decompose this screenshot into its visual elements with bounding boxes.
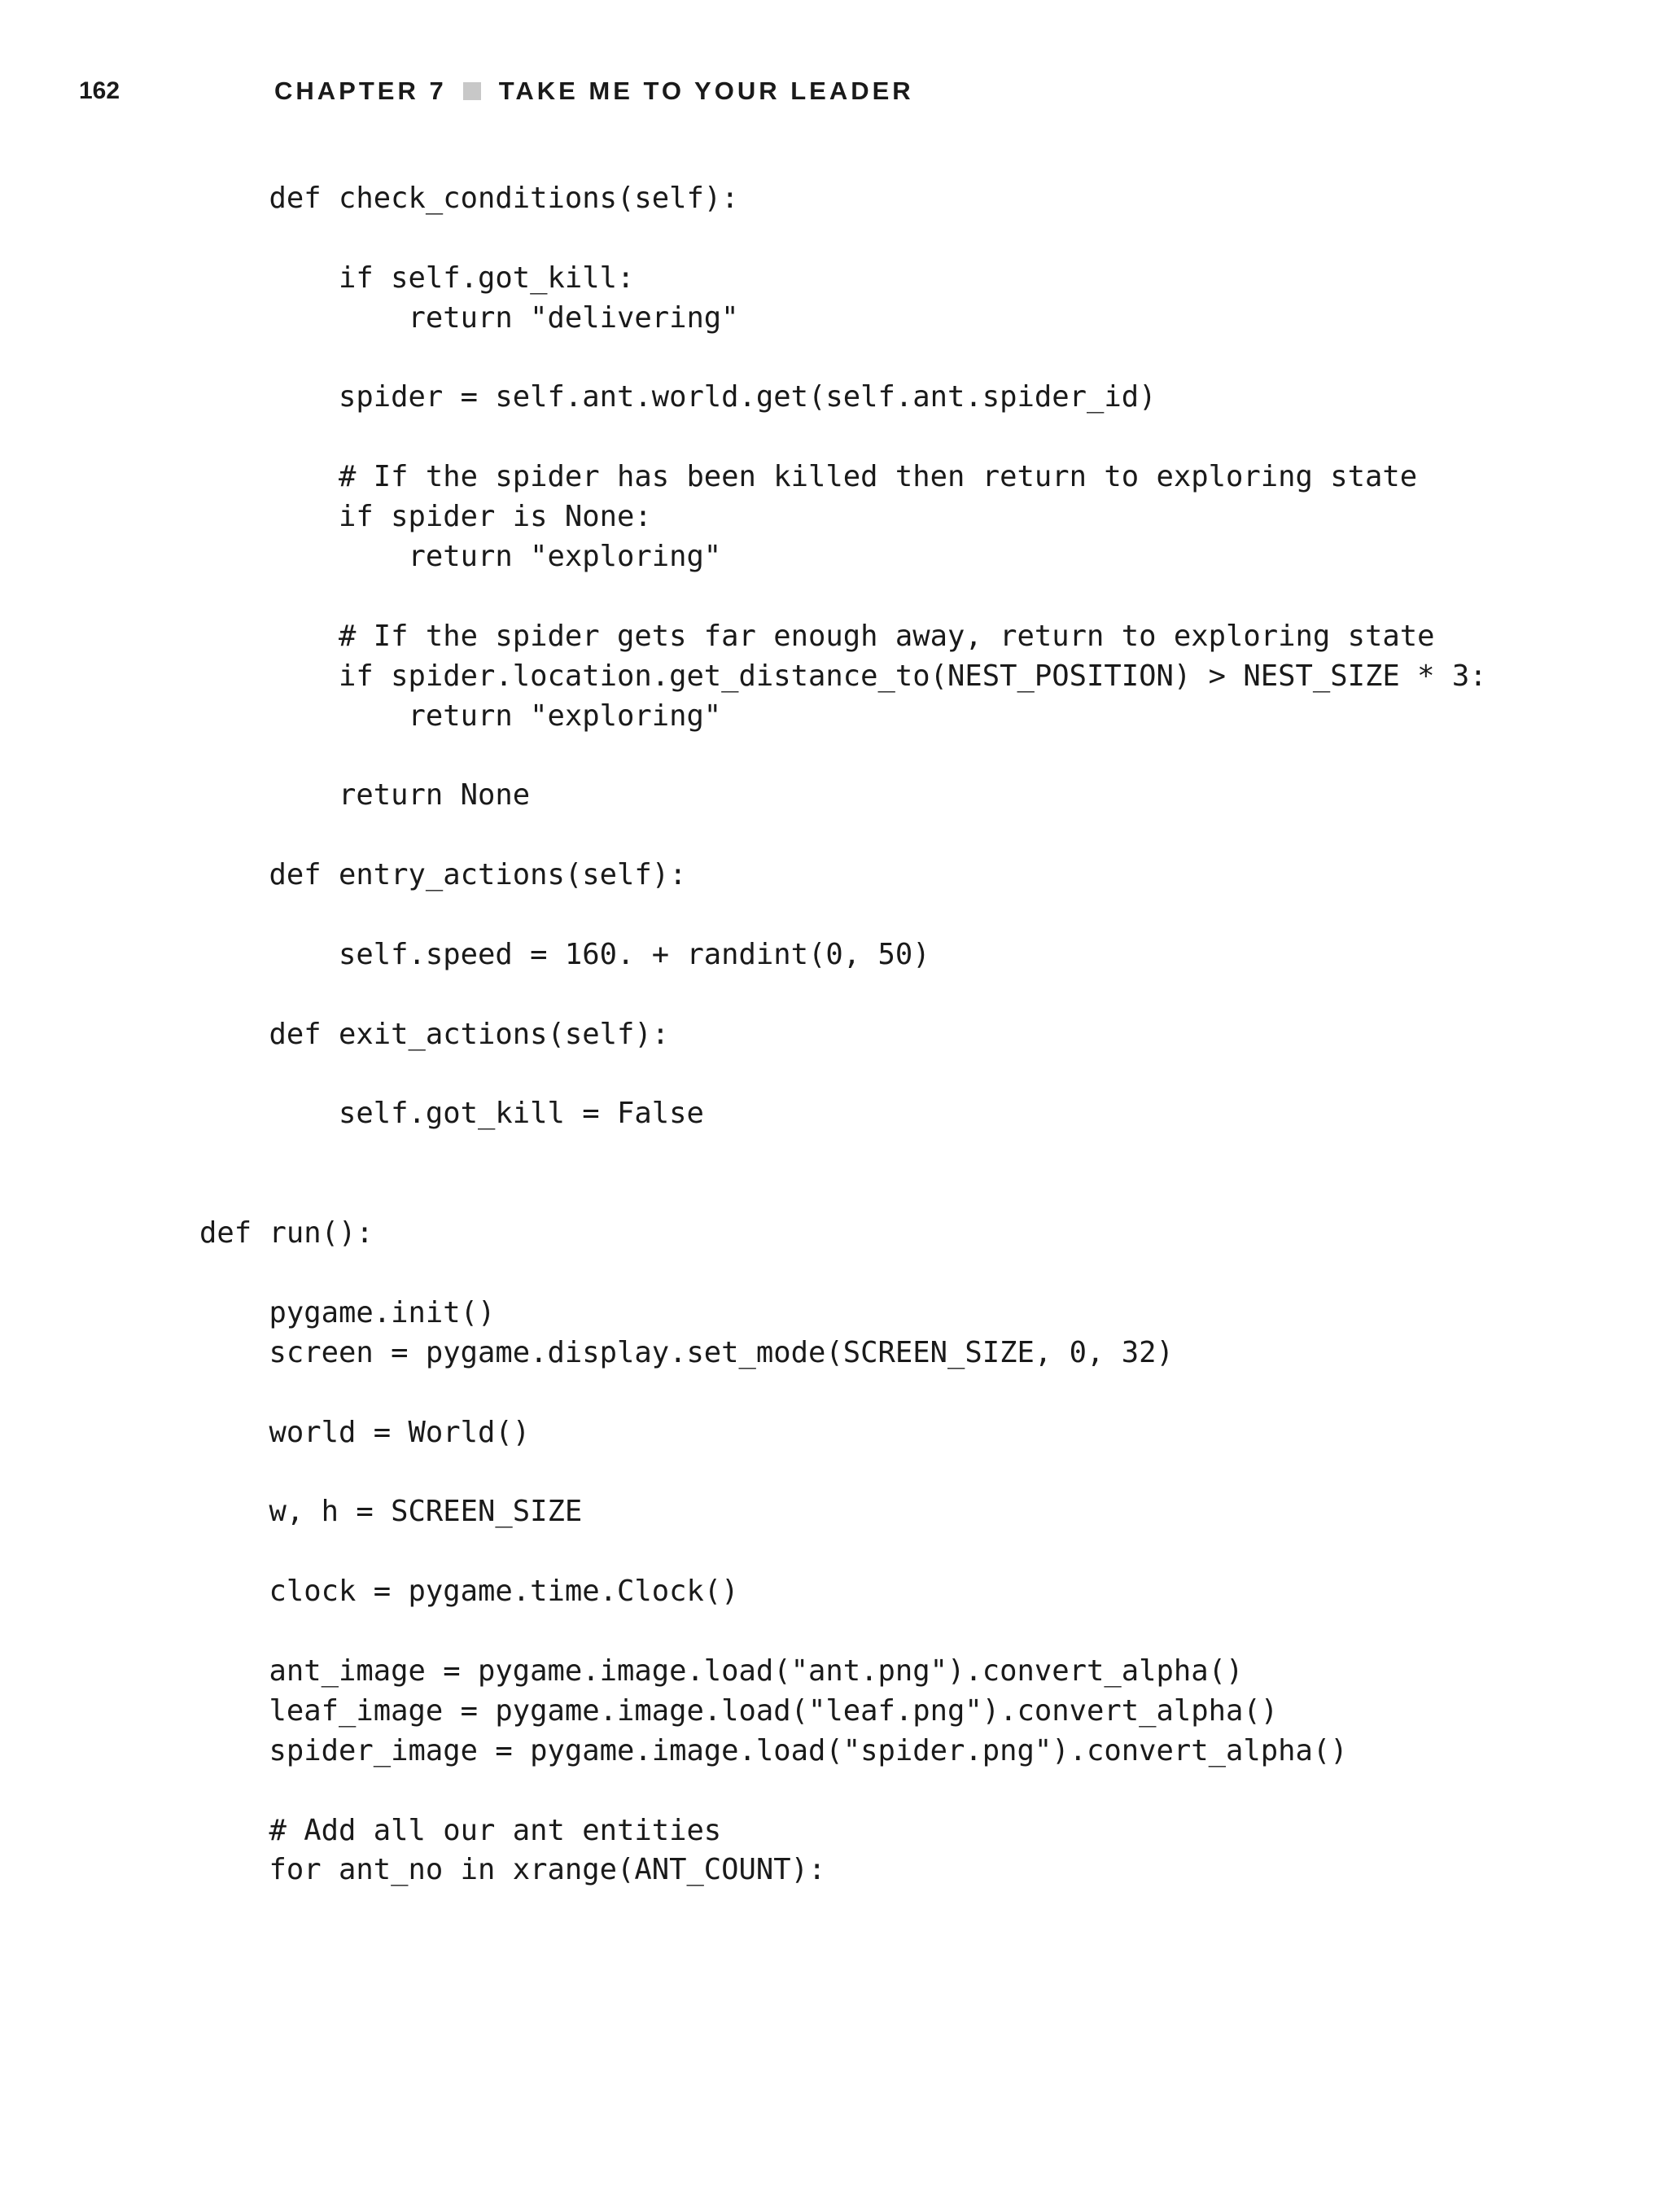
code-line <box>199 975 1487 1015</box>
code-line <box>199 1772 1487 1811</box>
code-line: screen = pygame.display.set_mode(SCREEN_SIZE, 0, 32) <box>199 1335 1174 1369</box>
code-line <box>199 736 1487 776</box>
code-line: clock = pygame.time.Clock() <box>199 1575 739 1609</box>
code-line: spider_image = pygame.image.load("spider.png").convert_alpha() <box>199 1733 1348 1767</box>
code-line: for ant_no in xrange(ANT_COUNT): <box>199 1853 826 1887</box>
code-line <box>199 418 1487 458</box>
code-line: def exit_actions(self): <box>199 1017 670 1051</box>
code-line <box>199 896 1487 935</box>
code-line <box>199 339 1487 379</box>
code-line: self.got_kill = False <box>199 1097 704 1131</box>
code-line: # If the spider gets far enough away, return to exploring state <box>199 619 1435 653</box>
code-line: return "exploring" <box>199 699 722 733</box>
code-line <box>199 1532 1487 1572</box>
code-line: # Add all our ant entities <box>199 1813 722 1847</box>
code-line <box>199 1373 1487 1413</box>
code-line: if spider.location.get_distance_to(NEST_POSITION) > NEST_SIZE * 3: <box>199 659 1487 693</box>
code-line <box>199 1453 1487 1493</box>
code-line <box>199 1254 1487 1294</box>
code-line: ant_image = pygame.image.load("ant.png").convert_alpha() <box>199 1654 1244 1688</box>
code-line: leaf_image = pygame.image.load("leaf.png").convert_alpha() <box>199 1693 1279 1728</box>
code-line: world = World() <box>199 1415 531 1449</box>
code-line: return None <box>199 778 531 813</box>
code-line: self.speed = 160. + randint(0, 50) <box>199 937 930 971</box>
separator-square-icon <box>463 82 481 100</box>
code-line: return "exploring" <box>199 540 722 574</box>
page-number: 162 <box>79 77 120 104</box>
code-line: return "delivering" <box>199 300 739 335</box>
code-line: w, h = SCREEN_SIZE <box>199 1495 583 1529</box>
code-line <box>199 1174 1487 1214</box>
chapter-title: TAKE ME TO YOUR LEADER <box>498 77 914 105</box>
page-header <box>79 73 914 109</box>
code-line: def run(): <box>199 1216 374 1251</box>
code-line <box>199 1134 1487 1174</box>
code-line <box>199 219 1487 259</box>
code-line <box>199 816 1487 856</box>
code-line: pygame.init() <box>199 1295 496 1329</box>
code-line <box>199 1055 1487 1095</box>
code-line: spider = self.ant.world.get(self.ant.spider_id) <box>199 380 1157 414</box>
code-line <box>199 1612 1487 1652</box>
code-line: def entry_actions(self): <box>199 858 687 892</box>
code-line: # If the spider has been killed then return to exploring state <box>199 460 1418 494</box>
code-line <box>199 577 1487 617</box>
code-line: if spider is None: <box>199 500 652 534</box>
code-listing <box>199 179 1487 1890</box>
code-line: if self.got_kill: <box>199 261 635 295</box>
code-line: def check_conditions(self): <box>199 182 739 215</box>
chapter-label: CHAPTER 7 <box>274 77 447 105</box>
